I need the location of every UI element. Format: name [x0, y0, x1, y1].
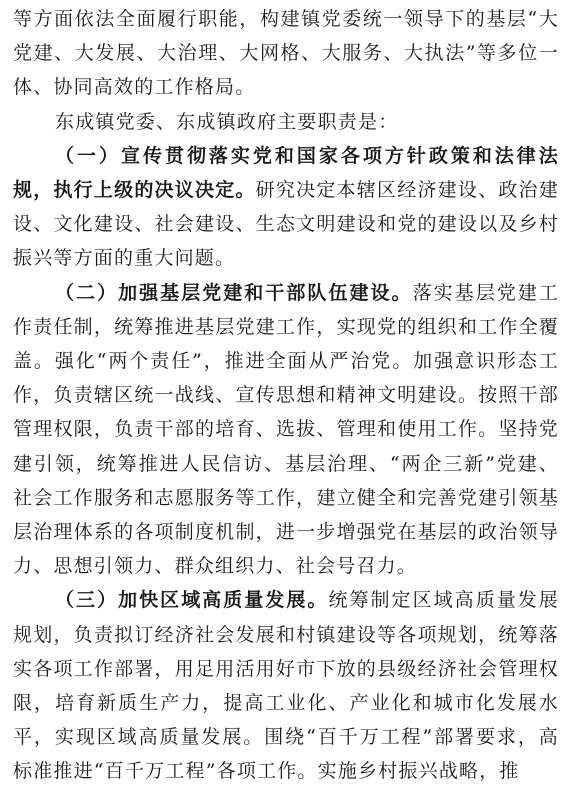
paragraph-text: 统筹制定区域高质量发展规划，负责拟订经济社会发展和村镇建设等各项规划，统筹落实各项工作部署，用足用活用好市下放的县级经济社会管理权限，培育新质生产力，提高工业化、产业化和城市化发展水平，实现区域高质量发展。围绕“百千万工程”部署要求，高标准推进“百千万工程”各项工作。实施乡村振兴战略，推 [13, 589, 559, 783]
paragraph-text: 等方面依法全面履行职能，构建镇党委统一领导下的基层“大党建、大发展、大治理、大网格、大服务、大执法”等多位一体、协同高效的工作格局。 [13, 8, 559, 99]
paragraph-duty-3 [13, 583, 559, 788]
paragraph-text: 落实基层党建工作责任制，统筹推进基层党建工作，实现党的组织和工作全覆盖。强化“两个责任”，推进全面从严治党。加强意识形态工作，负责辖区统一战线、宣传思想和精神文明建设。按照干部管理权限，负责干部的培育、选拔、管理和使用工作。坚持党建引领，统筹推进人民信访、基层治理、“两企三新”党建、社会工作服务和志愿服务等工作，建立健全和完善党建引领基层治理体系的各项制度机制，进一步增强党在基层的政治领导力、思想引领力、群众组织力、社会号召力。 [13, 281, 559, 578]
paragraph-duties-intro [13, 105, 559, 139]
duty-heading: （三）加快区域高质量发展。 [55, 589, 329, 612]
paragraph-duty-2 [13, 276, 559, 584]
duty-heading: （一）宣传贯彻落实党和国家各项方针政策和法律法规，执行上级的决议决定。 [13, 144, 559, 202]
paragraph-text: 东成镇党委、东成镇政府主要职责是： [55, 110, 399, 133]
duty-heading: （二）加强基层党建和干部队伍建设。 [55, 281, 413, 304]
paragraph-continuation [13, 2, 559, 105]
paragraph-text: 研究决定本辖区经济建设、政治建设、文化建设、社会建设、生态文明建设和党的建设以及乡村振兴等方面的重大问题。 [13, 179, 559, 270]
paragraph-duty-1 [13, 139, 559, 276]
